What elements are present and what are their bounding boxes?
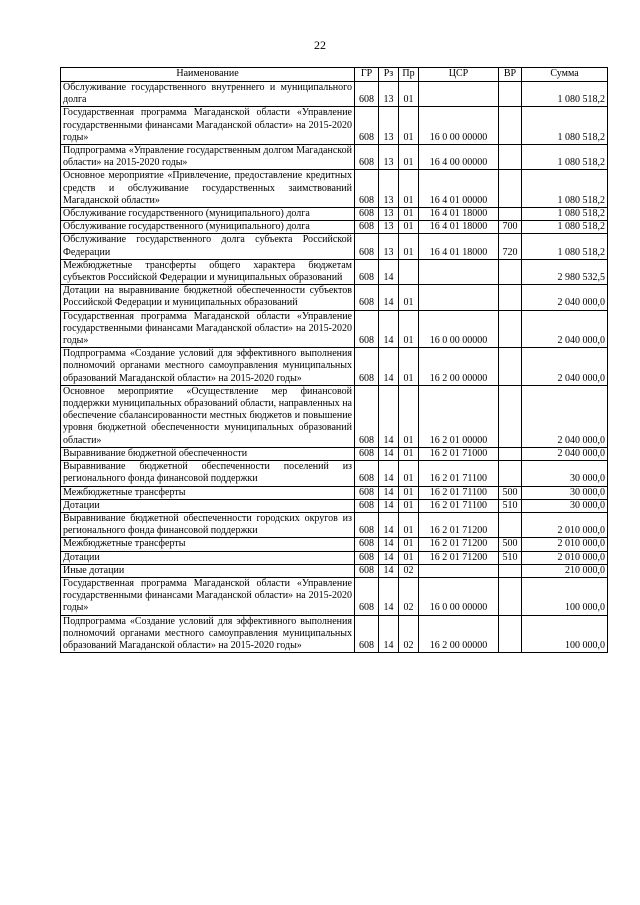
cell-csr [419,564,499,577]
cell-sum: 1 080 518,2 [522,234,608,259]
cell-pr: 02 [399,615,419,653]
cell-rz: 13 [379,145,399,170]
cell-sum: 1 080 518,2 [522,221,608,234]
cell-sum: 2 040 000,0 [522,385,608,447]
cell-vr: 510 [499,551,522,564]
cell-pr: 01 [399,82,419,107]
cell-gr: 608 [355,145,379,170]
cell-name: Основное мероприятие «Привлечение, предоставление кредитных средств и обслуживание государственных заимствований Магаданской области» [61,170,355,208]
table-row [61,577,608,615]
cell-rz: 14 [379,285,399,310]
cell-name: Подпрограмма «Управление государственным долгом Магаданской области» на 2015-2020 годы» [61,145,355,170]
cell-csr: 16 4 00 00000 [419,145,499,170]
cell-rz: 14 [379,499,399,512]
cell-rz: 14 [379,310,399,348]
cell-name: Государственная программа Магаданской области «Управление государственными финансами Магаданской области» на 2015-2020 годы» [61,107,355,145]
cell-vr [499,170,522,208]
cell-vr [499,577,522,615]
cell-csr: 16 4 01 00000 [419,170,499,208]
cell-gr: 608 [355,221,379,234]
cell-pr: 01 [399,208,419,221]
cell-vr [499,145,522,170]
cell-gr: 608 [355,259,379,284]
header-vr: ВР [499,68,522,82]
cell-vr: 720 [499,234,522,259]
cell-csr: 16 2 00 00000 [419,348,499,386]
cell-rz: 13 [379,170,399,208]
cell-name: Государственная программа Магаданской области «Управление государственными финансами Магаданской области» на 2015-2020 годы» [61,577,355,615]
cell-csr: 16 4 01 18000 [419,234,499,259]
cell-pr: 01 [399,221,419,234]
cell-sum: 1 080 518,2 [522,208,608,221]
cell-pr: 02 [399,564,419,577]
cell-name: Межбюджетные трансферты [61,538,355,551]
cell-pr: 01 [399,461,419,486]
cell-name: Межбюджетные трансферты [61,486,355,499]
cell-csr: 16 0 00 00000 [419,577,499,615]
cell-rz: 14 [379,348,399,386]
cell-gr: 608 [355,348,379,386]
cell-vr [499,208,522,221]
cell-sum: 2 010 000,0 [522,512,608,537]
table-row [61,107,608,145]
cell-sum: 2 040 000,0 [522,447,608,460]
cell-vr: 500 [499,538,522,551]
cell-name: Подпрограмма «Создание условий для эффективного выполнения полномочий органами местного самоуправления муниципальных образований Магаданской области» на 2015-2020 годы» [61,615,355,653]
cell-pr: 01 [399,512,419,537]
cell-sum: 100 000,0 [522,615,608,653]
cell-sum: 1 080 518,2 [522,107,608,145]
table-row [61,512,608,537]
table-row [61,145,608,170]
table-row [61,564,608,577]
budget-table [60,67,608,653]
cell-pr: 01 [399,170,419,208]
cell-rz: 14 [379,551,399,564]
cell-sum: 2 040 000,0 [522,348,608,386]
cell-vr [499,385,522,447]
cell-rz: 14 [379,486,399,499]
cell-pr: 01 [399,447,419,460]
cell-gr: 608 [355,512,379,537]
cell-csr: 16 2 01 71100 [419,461,499,486]
cell-rz: 14 [379,512,399,537]
cell-name: Обслуживание государственного (муниципального) долга [61,208,355,221]
cell-csr [419,285,499,310]
page-number: 22 [314,38,326,52]
cell-vr [499,512,522,537]
cell-rz: 13 [379,234,399,259]
cell-gr: 608 [355,461,379,486]
cell-csr: 16 0 00 00000 [419,310,499,348]
cell-csr: 16 4 01 18000 [419,221,499,234]
cell-vr [499,107,522,145]
cell-gr: 608 [355,170,379,208]
cell-rz: 13 [379,221,399,234]
cell-csr: 16 2 01 71000 [419,447,499,460]
table-header-row [61,68,608,82]
cell-name: Межбюджетные трансферты общего характера бюджетам субъектов Российской Федерации и муниципальных образований [61,259,355,284]
cell-rz: 14 [379,564,399,577]
cell-csr [419,259,499,284]
cell-pr: 01 [399,486,419,499]
cell-csr: 16 4 01 18000 [419,208,499,221]
cell-sum: 1 080 518,2 [522,82,608,107]
cell-rz: 14 [379,577,399,615]
cell-vr: 500 [499,486,522,499]
cell-name: Обслуживание государственного (муниципального) долга [61,221,355,234]
cell-sum: 30 000,0 [522,486,608,499]
table-row [61,538,608,551]
cell-name: Дотации [61,551,355,564]
table-row [61,221,608,234]
cell-name: Обслуживание государственного долга субъекта Российской Федерации [61,234,355,259]
cell-name: Подпрограмма «Создание условий для эффективного выполнения полномочий органами местного самоуправления муниципальных образований Магаданской области» на 2015-2020 годы» [61,348,355,386]
table-row [61,461,608,486]
cell-pr: 01 [399,107,419,145]
cell-vr [499,310,522,348]
cell-rz: 13 [379,107,399,145]
cell-pr: 01 [399,385,419,447]
cell-sum: 100 000,0 [522,577,608,615]
cell-vr [499,615,522,653]
cell-gr: 608 [355,107,379,145]
cell-pr: 01 [399,285,419,310]
cell-pr: 01 [399,310,419,348]
cell-sum: 2 010 000,0 [522,551,608,564]
table-row [61,208,608,221]
cell-name: Государственная программа Магаданской области «Управление государственными финансами Магаданской области» на 2015-2020 годы» [61,310,355,348]
cell-rz: 14 [379,461,399,486]
table-row [61,348,608,386]
cell-name: Дотации на выравнивание бюджетной обеспеченности субъектов Российской Федерации и муниципальных образований [61,285,355,310]
cell-pr: 01 [399,551,419,564]
table-row [61,310,608,348]
cell-gr: 608 [355,486,379,499]
table-row [61,259,608,284]
cell-sum: 30 000,0 [522,461,608,486]
cell-vr: 510 [499,499,522,512]
cell-gr: 608 [355,208,379,221]
cell-csr: 16 2 01 71200 [419,551,499,564]
header-sum: Сумма [522,68,608,82]
cell-rz: 14 [379,447,399,460]
header-rz: Рз [379,68,399,82]
table-row [61,486,608,499]
cell-vr [499,348,522,386]
cell-gr: 608 [355,310,379,348]
cell-csr: 16 2 00 00000 [419,615,499,653]
table-row [61,234,608,259]
cell-gr: 608 [355,551,379,564]
header-name: Наименование [61,68,355,82]
cell-csr: 16 2 01 71100 [419,499,499,512]
cell-pr: 02 [399,577,419,615]
cell-vr [499,259,522,284]
cell-csr: 16 0 00 00000 [419,107,499,145]
table-row [61,499,608,512]
cell-vr [499,285,522,310]
cell-name: Обслуживание государственного внутреннего и муниципального долга [61,82,355,107]
cell-vr [499,82,522,107]
cell-pr: 01 [399,145,419,170]
cell-name: Выравнивание бюджетной обеспеченности [61,447,355,460]
table-row [61,82,608,107]
cell-rz: 14 [379,615,399,653]
cell-gr: 608 [355,499,379,512]
cell-name: Иные дотации [61,564,355,577]
header-pr: Пр [399,68,419,82]
cell-name: Выравнивание бюджетной обеспеченности поселений из регионального фонда финансовой поддержки [61,461,355,486]
table-row [61,551,608,564]
table-row [61,285,608,310]
cell-rz: 14 [379,259,399,284]
cell-name: Основное мероприятие «Осуществление мер финансовой поддержки муниципальных образований области, направленных на обеспечение сбалансированности местных бюджетов и повышение уровня бюджетной обеспеченности муниципальных образований области» [61,385,355,447]
cell-vr: 700 [499,221,522,234]
cell-gr: 608 [355,447,379,460]
header-gr: ГР [355,68,379,82]
cell-gr: 608 [355,285,379,310]
cell-gr: 608 [355,615,379,653]
cell-gr: 608 [355,538,379,551]
cell-pr: 01 [399,234,419,259]
cell-sum: 2 040 000,0 [522,310,608,348]
cell-name: Дотации [61,499,355,512]
cell-pr [399,259,419,284]
cell-sum: 1 080 518,2 [522,145,608,170]
cell-rz: 13 [379,208,399,221]
cell-sum: 1 080 518,2 [522,170,608,208]
cell-vr [499,564,522,577]
cell-sum: 2 980 532,5 [522,259,608,284]
cell-csr: 16 2 01 71200 [419,538,499,551]
cell-csr [419,82,499,107]
cell-name: Выравнивание бюджетной обеспеченности городских округов из регионального фонда финансовой поддержки [61,512,355,537]
header-csr: ЦСР [419,68,499,82]
cell-sum: 2 010 000,0 [522,538,608,551]
cell-gr: 608 [355,385,379,447]
cell-csr: 16 2 01 71200 [419,512,499,537]
cell-gr: 608 [355,577,379,615]
cell-csr: 16 2 01 00000 [419,385,499,447]
table-row [61,447,608,460]
cell-gr: 608 [355,82,379,107]
table-row [61,615,608,653]
cell-rz: 13 [379,82,399,107]
cell-vr [499,447,522,460]
cell-rz: 14 [379,385,399,447]
cell-sum: 30 000,0 [522,499,608,512]
cell-gr: 608 [355,234,379,259]
cell-pr: 01 [399,499,419,512]
cell-pr: 01 [399,348,419,386]
table-row [61,385,608,447]
table-row [61,170,608,208]
table-body [61,82,608,653]
cell-vr [499,461,522,486]
cell-rz: 14 [379,538,399,551]
cell-gr: 608 [355,564,379,577]
cell-sum: 2 040 000,0 [522,285,608,310]
cell-pr: 01 [399,538,419,551]
cell-sum: 210 000,0 [522,564,608,577]
cell-csr: 16 2 01 71100 [419,486,499,499]
